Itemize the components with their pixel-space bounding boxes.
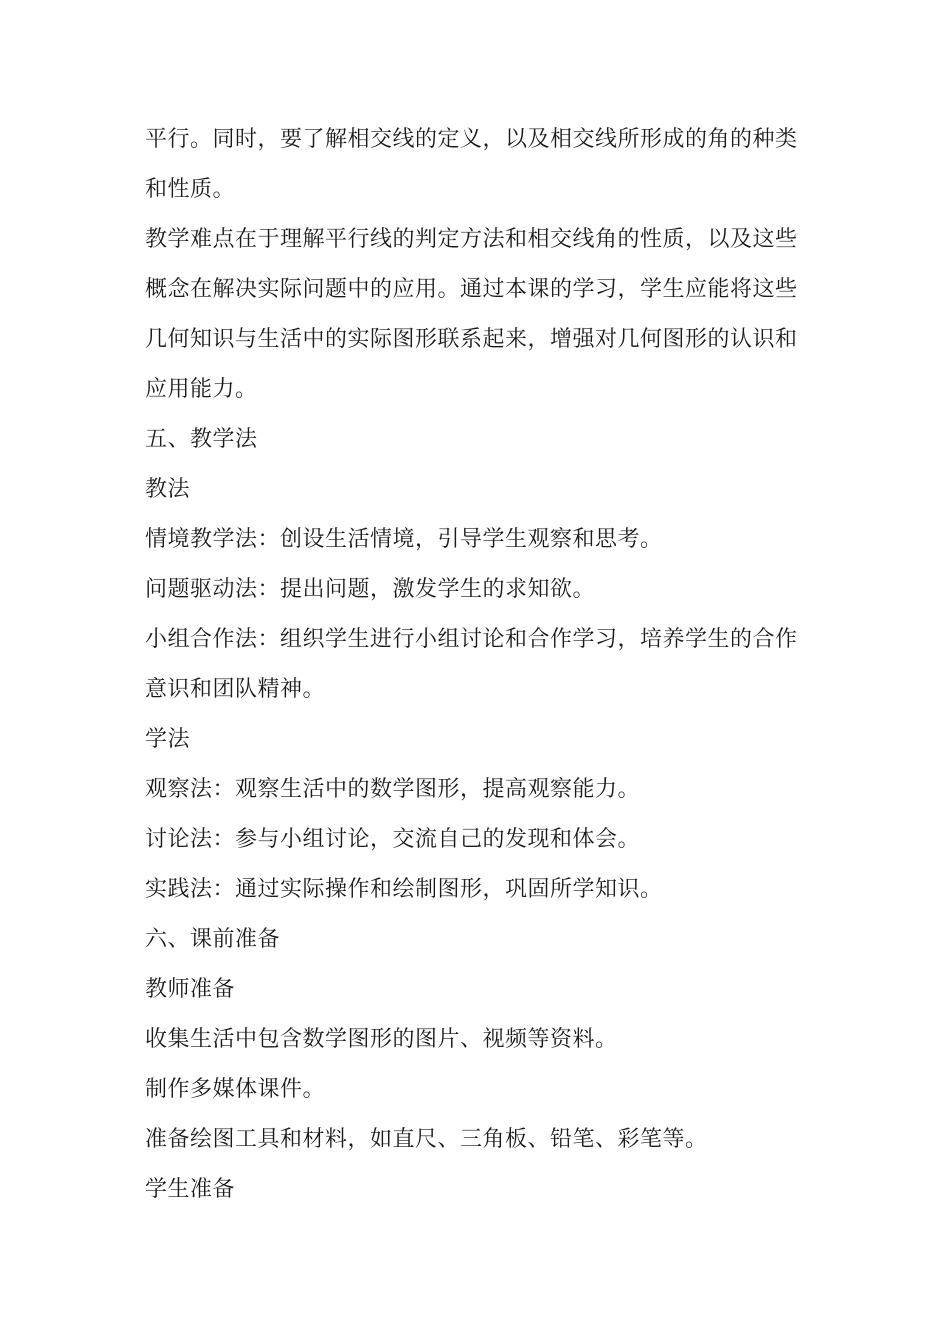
text-line: 情境教学法：创设生活情境，引导学生观察和思考。	[145, 527, 663, 552]
text-line: 概念在解决实际问题中的应用。通过本课的学习，学生应能将这些	[145, 277, 798, 302]
text-line: 几何知识与生活中的实际图形联系起来，增强对几何图形的认识和	[145, 327, 798, 352]
section-heading: 五、教学法	[145, 427, 258, 452]
text-line: 观察法：观察生活中的数学图形，提高观察能力。	[145, 777, 641, 802]
text-line: 教学难点在于理解平行线的判定方法和相交线角的性质，以及这些	[145, 227, 798, 252]
text-line: 和性质。	[145, 177, 236, 202]
text-line: 小组合作法：组织学生进行小组讨论和合作学习，培养学生的合作	[145, 627, 798, 652]
subsection-heading: 学法	[145, 727, 191, 752]
text-line: 收集生活中包含数学图形的图片、视频等资料。	[145, 1027, 618, 1052]
text-line: 意识和团队精神。	[145, 677, 326, 702]
text-line: 问题驱动法：提出问题，激发学生的求知欲。	[145, 577, 596, 602]
text-line: 制作多媒体课件。	[145, 1077, 326, 1102]
section-heading: 六、课前准备	[145, 927, 281, 952]
subsection-heading: 教师准备	[145, 977, 236, 1002]
subsection-heading: 教法	[145, 477, 191, 502]
text-line: 讨论法：参与小组讨论，交流自己的发现和体会。	[145, 827, 641, 852]
text-line: 应用能力。	[145, 377, 258, 402]
text-line: 平行。同时，要了解相交线的定义，以及相交线所形成的角的种类	[145, 127, 798, 152]
subsection-heading: 学生准备	[145, 1177, 236, 1202]
text-line: 准备绘图工具和材料，如直尺、三角板、铅笔、彩笔等。	[145, 1127, 708, 1152]
text-line: 实践法：通过实际操作和绘制图形，巩固所学知识。	[145, 877, 663, 902]
